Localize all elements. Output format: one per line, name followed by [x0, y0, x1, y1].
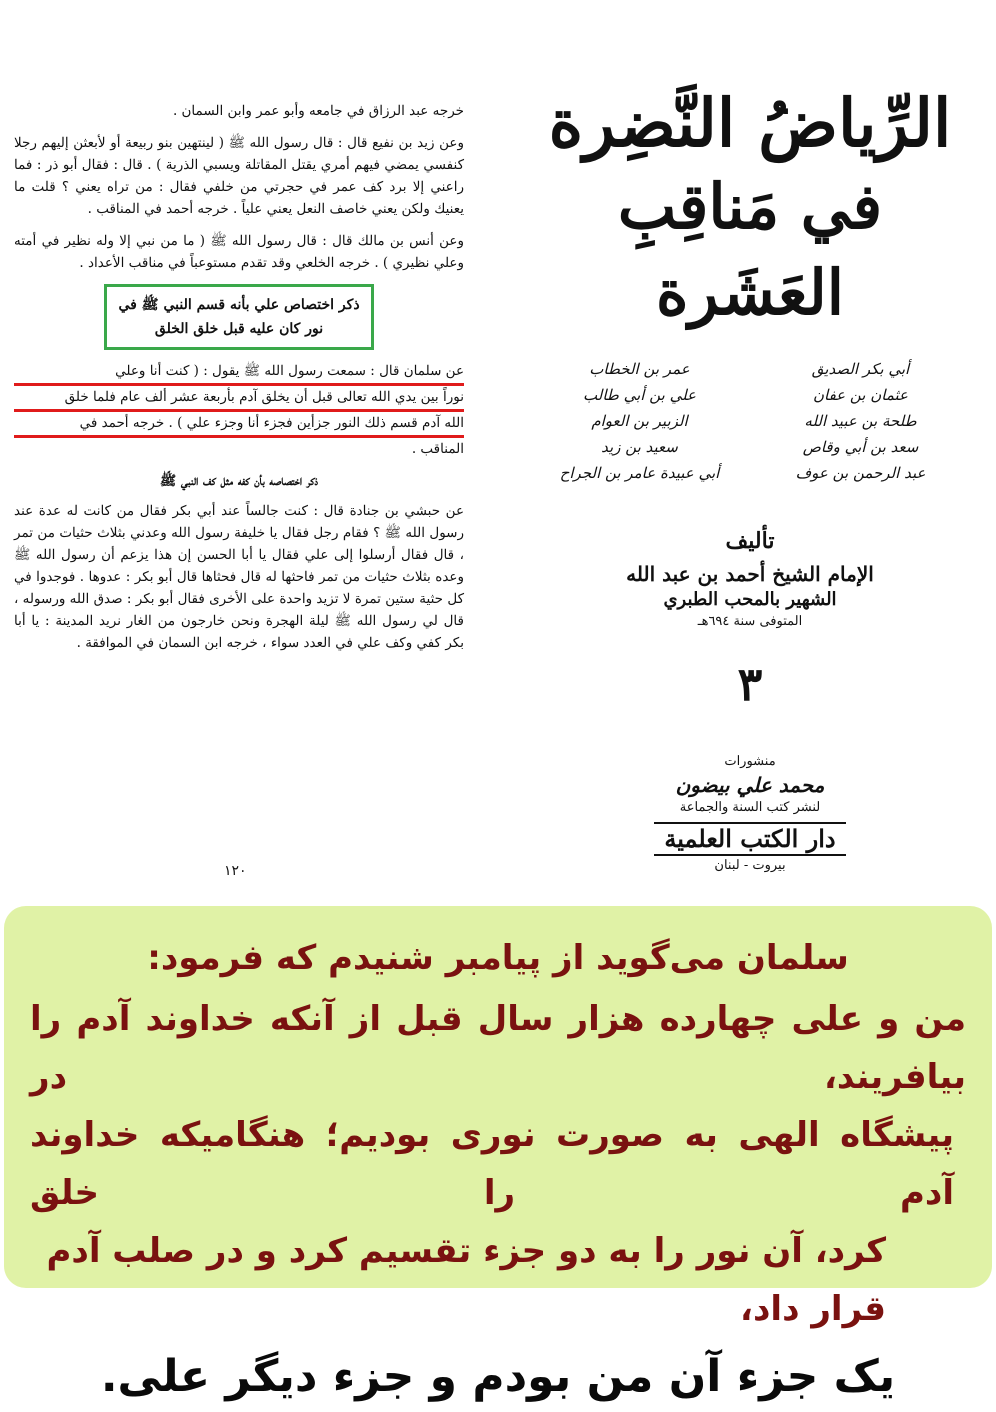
companion-name: طلحة بن عبيد الله: [804, 412, 917, 430]
publisher-house: دار الكتب العلمية: [654, 822, 845, 856]
hadith-source: المناقب .: [411, 441, 464, 457]
publisher-description: لنشر كتب السنة والجماعة: [679, 800, 821, 815]
translation-line-5: یک جزء آن من بودم و جزء دیگر علی.: [100, 1351, 896, 1402]
author-label: تأليف: [725, 528, 775, 554]
companion-name: الزبير بن العوام: [591, 412, 688, 430]
section-heading-2: ذكر اختصاصه بأن كفه مثل كف النبي ﷺ: [159, 473, 319, 489]
companion-name: عثمان بن عفان: [813, 386, 908, 404]
translation-line-4: کرد، آن نور را به دو جزء تقسیم کرد و در صلب آدم قرار داد،: [46, 1231, 886, 1329]
companion-name: أبي بكر الصديق: [811, 360, 910, 378]
translation-line-3: پیشگاه الهی به صورت نوری بودیم؛ هنگامیکه خداوند آدم را خلق: [30, 1115, 954, 1213]
highlighted-section-heading: [104, 284, 374, 350]
companion-name: أبي عبيدة عامر بن الجراح: [559, 464, 720, 482]
publisher-block: [520, 752, 980, 876]
cover-title-line-2: في مَناقِبِ العَشَرة: [617, 170, 883, 329]
companion-name: علي بن أبي طالب: [583, 386, 696, 404]
publisher-label: منشورات: [724, 754, 776, 769]
underlined-line-1: عن سلمان قال : سمعت رسول الله ﷺ يقول : ( كنت أنا وعلي: [14, 360, 464, 386]
translation-line-1: سلمان می‌گوید از پیامبر شنیدم که فرمود:: [147, 938, 849, 978]
paragraph-1: خرجه عبد الرزاق في جامعه وأبو عمر وابن السمان .: [172, 103, 464, 119]
author-name: الإمام الشيخ أحمد بن عبد الله: [626, 562, 874, 586]
volume-number: ٣: [737, 657, 763, 711]
companion-name: عبد الرحمن بن عوف: [795, 464, 926, 482]
paragraph-final: عن حبشي بن جنادة قال : كنت جالساً عند أبي بكر فقال من كانت له عدة عند رسول الله ﷺ ؟ فقام رجل فقال يا خليفة رسول الله وعدني بثلاث حثيات من تمر ، قال فقال أرسلوا إلى علي فقال يا أبا الحسن إن هذا يزعم أن رسول الله ﷺ وعده بثلاث حثيات من تمر فاحثها له قال فحثاها قال أبو بكر : عدوها . فوجدوا في كل حثية ستين تمرة لا تزيد واحدة على الأخرى فقال أبو بكر : صدق الله ورسوله ، قال لي رسول الله ﷺ ليلة الهجرة ونحن خارجون من الغار نريد المدينة : يا أبا بكر كفي وكف علي في العدد سواء ، خرجه ابن السمان في الموافقة .: [14, 503, 464, 651]
page-number: ١٢٠: [224, 863, 247, 879]
author-death-year: المتوفى سنة ٦٩٤هـ: [697, 614, 803, 629]
underlined-hadith: [14, 360, 464, 460]
companion-name: عمر بن الخطاب: [589, 360, 690, 378]
book-page-text: [14, 100, 464, 900]
translation-line-2: من و علی چهارده هزار سال قبل از آنکه خداوند آدم را بیافریند، در: [30, 999, 966, 1097]
persian-translation-panel: [4, 906, 992, 1402]
companions-list: [544, 358, 956, 484]
publisher-name: محمد علي بيضون: [675, 773, 825, 797]
author-title: الشهير بالمحب الطبري: [663, 589, 837, 610]
underlined-line-3: الله آدم قسم ذلك النور جزأين فجزء أنا وجزء علي ) . خرجه أحمد في: [14, 412, 464, 438]
book-cover: [520, 78, 980, 898]
companion-name: سعيد بن زيد: [601, 438, 678, 456]
paragraph-3: وعن أنس بن مالك قال : قال رسول الله ﷺ ( ما من نبي إلا وله نظير في أمته وعلي نظيري ) . خرجه الخلعي وقد تقدم مستوعباً في مناقب الأعداد .: [14, 233, 464, 271]
heading-line-1: ذكر اختصاص علي بأنه قسم النبي ﷺ في: [118, 297, 360, 313]
cover-title-line-1: الرِّياضُ النَّضِرة: [548, 84, 952, 162]
paragraph-2: وعن زيد بن نفيع قال : قال رسول الله ﷺ ( لينتهين بنو ربيعة أو لأبعثن إليهم رجلا كنفسي يمضي فيهم أمري يقتل المقاتلة ويسبي الذرية ) . قال : فقال أبو ذر : فما راعني إلا برد كف عمر في حجرتي من خلفي فقال : من تراه يعني ؟ قلت ما يعنيك ولكن يعني خاصف النعل يعني علياً . خرجه أحمد في المناقب .: [14, 135, 464, 217]
underlined-line-2: نوراً بين يدي الله تعالى قبل أن يخلق آدم بأربعة عشر ألف عام فلما خلق: [14, 386, 464, 412]
heading-line-2: نور كان عليه قبل خلق الخلق: [154, 321, 324, 337]
companion-name: سعد بن أبي وقاص: [802, 438, 919, 456]
publisher-city: بيروت - لبنان: [714, 858, 786, 873]
